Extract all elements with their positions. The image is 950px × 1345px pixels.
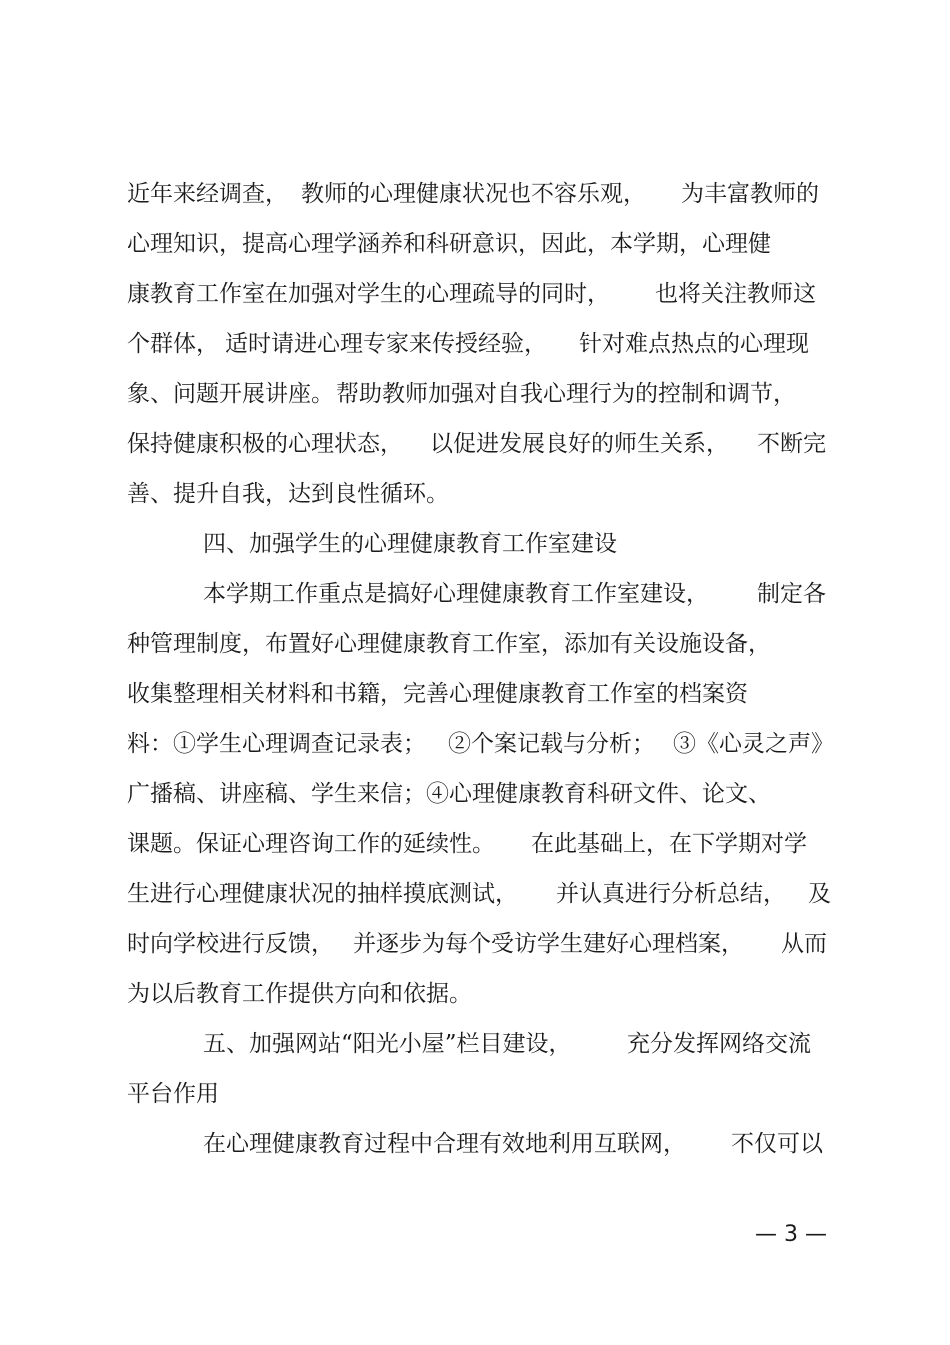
text-segment: 象、问题开展讲座。 [127, 381, 334, 407]
text-line [0, 324, 950, 364]
text-segment: 也将关注教师这 [655, 281, 816, 307]
text-segment: 平台作用 [127, 1081, 219, 1107]
text-segment: ②个案记载与分析； [448, 731, 655, 757]
text-segment: 五、加强网站“阳光小屋”栏目建设， [203, 1031, 572, 1057]
text-segment: 个群体， [127, 331, 219, 357]
text-segment: 为以后教育工作提供方向和依据。 [127, 981, 472, 1007]
text-line [0, 474, 950, 514]
text-segment: 适时请进心理专家来传授经验， [225, 331, 547, 357]
text-segment: 教师的心理健康状况也不容乐观， [301, 181, 646, 207]
text-line [0, 924, 950, 964]
text-segment: 充分发挥网络交流 [627, 1031, 811, 1057]
text-line [0, 824, 950, 864]
text-segment: 不断完 [757, 431, 826, 457]
text-segment: 不仅可以 [731, 1131, 823, 1157]
text-segment: 制定各 [757, 581, 826, 607]
text-line [0, 424, 950, 464]
text-segment: 时向学校进行反馈， [127, 931, 334, 957]
text-segment: 广播稿、讲座稿、学生来信；④心理健康教育科研文件、论文、 [127, 781, 771, 807]
text-segment: 及 [808, 881, 831, 907]
text-line [0, 574, 950, 614]
text-segment: 在此基础上，在下学期对学 [531, 831, 807, 857]
text-line [0, 724, 950, 764]
text-segment: 针对难点热点的心理现 [579, 331, 809, 357]
text-segment: 本学期工作重点是搞好心理健康教育工作室建设， [203, 581, 709, 607]
text-line [0, 374, 950, 414]
text-segment: 帮助教师加强对自我心理行为的控制和调节， [336, 381, 796, 407]
text-segment: 课题。保证心理咨询工作的延续性。 [127, 831, 495, 857]
text-segment: 近年来经调查， [127, 181, 288, 207]
text-line [0, 1124, 950, 1164]
text-segment: 料：①学生心理调查记录表； [127, 731, 426, 757]
text-segment: 为丰富教师的 [681, 181, 819, 207]
text-segment: 并逐步为每个受访学生建好心理档案， [353, 931, 744, 957]
text-line [0, 674, 950, 714]
text-line [0, 224, 950, 264]
text-segment: 保持健康积极的心理状态， [127, 431, 403, 457]
text-segment: 在心理健康教育过程中合理有效地利用互联网， [203, 1131, 686, 1157]
text-line [0, 874, 950, 914]
text-segment: ③《心灵之声》 [673, 731, 834, 757]
text-segment: 收集整理相关材料和书籍，完善心理健康教育工作室的档案资 [127, 681, 748, 707]
text-segment: 康教育工作室在加强对学生的心理疏导的同时， [127, 281, 610, 307]
text-line [0, 774, 950, 814]
section-heading [0, 524, 950, 564]
section-heading [0, 1024, 950, 1064]
text-segment: 心理知识，提高心理学涵养和科研意识，因此，本学期，心理健 [127, 231, 771, 257]
text-segment: 生进行心理健康状况的抽样摸底测试， [127, 881, 518, 907]
text-segment: 从而 [781, 931, 827, 957]
text-segment: 种管理制度，布置好心理健康教育工作室，添加有关设施设备， [127, 631, 771, 657]
text-segment: 四、加强学生的心理健康教育工作室建设 [203, 531, 617, 557]
text-segment: 善、提升自我，达到良性循环。 [127, 481, 449, 507]
text-segment: 并认真进行分析总结， [556, 881, 786, 907]
text-line [0, 974, 950, 1014]
text-line [0, 624, 950, 664]
text-segment: 以促进发展良好的师生关系， [430, 431, 729, 457]
text-line [0, 174, 950, 214]
text-line [0, 274, 950, 314]
section-heading-continuation [0, 1074, 950, 1114]
page-number: — 3 — [755, 1222, 827, 1247]
